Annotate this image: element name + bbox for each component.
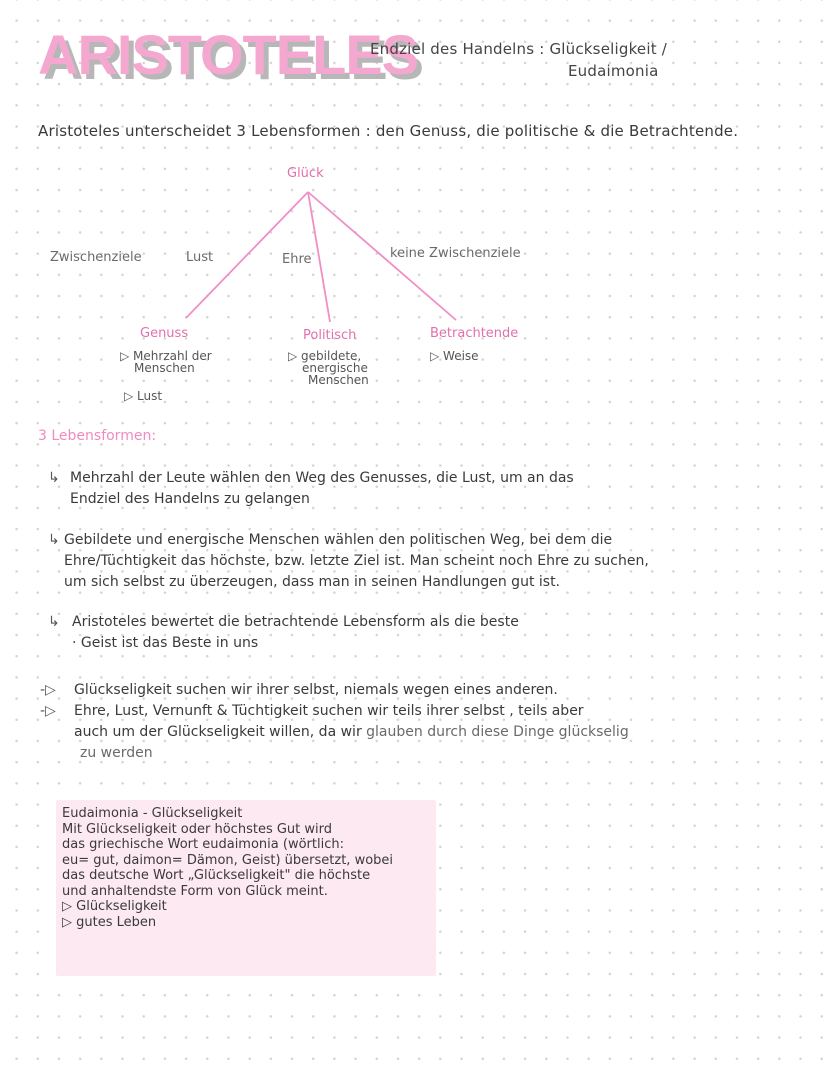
note-line-7: ▷ gutes Leben <box>62 914 157 930</box>
label-keine-zwischenziele: keine Zwischenziele <box>390 246 521 261</box>
section-heading: 3 Lebensformen: <box>38 428 157 444</box>
page-title: ARISTOTELES <box>38 23 419 86</box>
politisch-note-2: energische <box>302 361 368 375</box>
politisch-note-1: ▷ gebildete, <box>288 349 362 363</box>
conclusion-2 <box>40 701 629 764</box>
note-title: Eudaimonia - Glückseligkeit <box>62 806 243 821</box>
note-line-2: das griechische Wort eudaimonia (wörtlich: <box>62 837 344 852</box>
item-2-line-1: Gebildete und energische Menschen wählen den politischen Weg, bei dem die <box>64 532 613 548</box>
arrow-icon: ↳ <box>48 470 60 486</box>
note-line-4: das deutsche Wort „Glückseligkeit" die höchste <box>62 868 371 883</box>
note-box-eudaimonia <box>56 800 436 976</box>
branch-genuss-notes <box>120 350 250 402</box>
conclusion-1 <box>40 680 558 701</box>
branch-politisch-notes <box>288 350 408 386</box>
label-ehre: Ehre <box>282 252 312 267</box>
note-line-6: ▷ Glückseligkeit <box>62 899 167 914</box>
note-line-5: und anhaltendste Form von Glück meint. <box>62 883 328 899</box>
conclusion-2-line-2-start: auch um der Glückseligkeit willen, da wir <box>74 724 362 740</box>
subtitle-line-2: Eudaimonia <box>568 62 659 80</box>
politisch-note-3: Menschen <box>308 373 369 387</box>
branch-genuss: Genuss <box>140 326 189 341</box>
section-item-2 <box>48 530 649 593</box>
betrachtende-note-1: ▷ Weise <box>430 349 479 363</box>
label-lust: Lust <box>186 250 214 265</box>
subtitle-line-1: Endziel des Handelns : Glückseligkeit / <box>370 40 668 58</box>
arrow-icon: ↳ <box>48 532 60 548</box>
item-2-line-2: Ehre/Tüchtigkeit das höchste, bzw. letzte Ziel ist. Man scheint noch Ehre zu suchen, <box>64 553 649 569</box>
conclusion-2-line-2 <box>40 722 629 743</box>
genuss-note-1: ▷ Mehrzahl der <box>120 349 212 363</box>
branch-betrachtende-notes <box>430 350 530 362</box>
note-line-1: Mit Glückseligkeit oder höchstes Gut wird <box>62 821 332 837</box>
item-1-line-2: Endziel des Handelns zu gelangen <box>70 491 310 507</box>
item-3-line-1: Aristoteles bewertet die betrachtende Lebensform als die beste <box>72 614 519 630</box>
conclusion-2-line-3: zu werden <box>80 745 153 761</box>
diagram-root-glueck: Glück <box>287 166 324 181</box>
item-3-line-2: · Geist ist das Beste in uns <box>72 635 259 651</box>
conclusion-2-line: Ehre, Lust, Vernunft & Tüchtigkeit suchen wir teils ihrer selbst , teils aber <box>74 703 584 719</box>
conclusion-1-line: Glückseligkeit suchen wir ihrer selbst, niemals wegen eines anderen. <box>74 682 558 698</box>
note-line-3: eu= gut, daimon= Dämon, Geist) übersetzt, wobei <box>62 852 394 868</box>
genuss-note-2: Menschen <box>134 361 195 375</box>
arrow-icon: -▷ <box>40 703 56 719</box>
section-item-3 <box>48 612 519 654</box>
item-1-line-1: Mehrzahl der Leute wählen den Weg des Genusses, die Lust, um an das <box>70 470 574 486</box>
section-item-1 <box>48 468 574 510</box>
genuss-note-3: ▷ Lust <box>124 389 163 403</box>
arrow-icon: -▷ <box>40 682 56 698</box>
branch-betrachtende: Betrachtende <box>430 326 519 341</box>
label-zwischenziele: Zwischenziele <box>50 250 142 265</box>
arrow-icon: ↳ <box>48 614 60 630</box>
conclusion-2-line-2-grey: glauben durch diese Dinge glückselig <box>361 724 629 740</box>
item-2-line-3: um sich selbst zu überzeugen, dass man in seinen Handlungen gut ist. <box>64 574 561 590</box>
intro-text: Aristoteles unterscheidet 3 Lebensformen : den Genuss, die politische & die Betrachtende. <box>38 122 739 140</box>
branch-politisch: Politisch <box>303 328 357 343</box>
